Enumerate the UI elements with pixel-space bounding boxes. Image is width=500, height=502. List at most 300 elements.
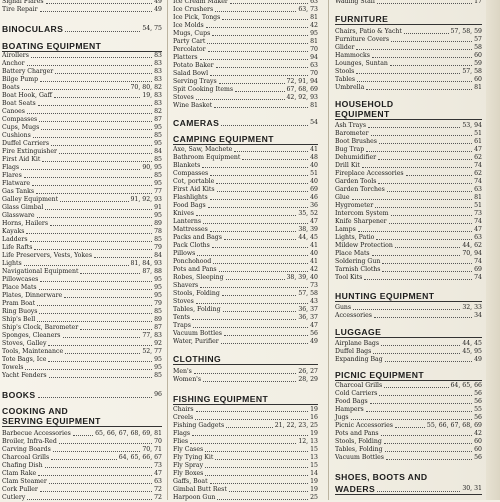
dot-leader xyxy=(51,145,152,146)
entry-label: Spit Cooking Items xyxy=(173,86,234,93)
page-number: 70, 80, 82 xyxy=(130,84,162,91)
dot-leader xyxy=(38,105,152,106)
page-number: 13 xyxy=(310,454,318,461)
dot-leader xyxy=(358,231,472,232)
index-entry xyxy=(173,290,318,298)
dot-leader xyxy=(40,11,153,12)
index-entry xyxy=(2,92,162,100)
index-entry xyxy=(335,258,482,266)
dot-leader xyxy=(37,305,152,306)
entry-label: Lights, Patio xyxy=(335,234,375,241)
page-number: 41 xyxy=(310,242,318,249)
entry-label: Ice Pick, Tongs xyxy=(173,14,221,21)
dot-leader xyxy=(379,395,472,396)
entry-label: Salad Bowl xyxy=(173,70,209,77)
section-heading-luggage: LUGGAGE xyxy=(335,327,382,337)
index-entry xyxy=(335,36,482,44)
page-number: 19 xyxy=(310,486,318,493)
index-entry xyxy=(173,478,318,486)
index-entry xyxy=(173,274,318,282)
page-number: 54 xyxy=(310,119,318,126)
index-entry xyxy=(2,292,162,300)
dot-leader xyxy=(205,467,308,468)
entry-label: Knives xyxy=(173,210,194,217)
dot-leader xyxy=(362,167,472,168)
dot-leader xyxy=(32,185,152,186)
entry-label: Soldering Gun xyxy=(335,258,381,265)
index-entry xyxy=(2,228,162,236)
page-number: 62 xyxy=(474,170,482,177)
index-entry xyxy=(173,250,318,258)
index-entry xyxy=(335,130,482,138)
page-number: 44, 45 xyxy=(298,234,318,241)
entry-label: Flatware xyxy=(2,180,31,187)
page-number: 70 xyxy=(154,438,162,445)
page-number: 19 xyxy=(310,430,318,437)
dot-leader xyxy=(65,31,140,32)
dot-leader xyxy=(230,3,308,4)
page-number: 81 xyxy=(310,102,318,109)
page-number: 74 xyxy=(474,258,482,265)
entry-label: Ship's Clock, Barometer xyxy=(2,324,79,331)
page-number: 45, 95 xyxy=(462,348,482,355)
dot-leader xyxy=(193,327,308,328)
page-number: 74 xyxy=(474,274,482,281)
index-entry xyxy=(2,300,162,308)
index-entry xyxy=(335,76,482,84)
dot-leader xyxy=(356,73,460,74)
index-entry xyxy=(173,178,318,186)
dot-leader xyxy=(212,247,308,248)
index-entry xyxy=(335,194,482,202)
dot-leader xyxy=(391,215,473,216)
dot-leader xyxy=(366,151,472,152)
dot-leader xyxy=(55,73,152,74)
page-number: 90, 95 xyxy=(142,164,162,171)
page-number: 59 xyxy=(474,60,482,67)
dot-leader xyxy=(368,127,460,128)
page-number: 62 xyxy=(474,154,482,161)
entry-label: Food Bags xyxy=(173,202,206,209)
index-entry xyxy=(173,210,318,218)
entry-label: Blankets xyxy=(173,162,201,169)
page-number: 38, 39 xyxy=(298,226,318,233)
dot-leader xyxy=(40,281,152,282)
page-number: 63 xyxy=(154,478,162,485)
index-entry xyxy=(173,202,318,210)
entry-label: Place Mats xyxy=(335,250,370,257)
entry-label: Fly Boxes xyxy=(173,470,204,477)
page-number: 84 xyxy=(154,252,162,259)
index-entry xyxy=(335,438,482,446)
index-entry xyxy=(335,162,482,170)
entry-label: Clam Steamer xyxy=(2,478,47,485)
index-entry xyxy=(173,406,318,414)
index-entry xyxy=(2,196,162,204)
section-heading-boating-equipment: BOATING EQUIPMENT xyxy=(2,41,102,51)
entry-label: Fly Cases xyxy=(173,446,204,453)
index-entry xyxy=(335,446,482,454)
page-number: 64, 65, 66, 67 xyxy=(118,454,162,461)
page-number: 17 xyxy=(474,0,482,5)
index-entry xyxy=(335,186,482,194)
index-entry xyxy=(335,178,482,186)
dot-leader xyxy=(65,353,140,354)
entry-label: Airollers xyxy=(2,52,29,59)
dot-leader xyxy=(53,451,140,452)
dot-leader xyxy=(377,3,472,4)
entry-label: Tire Repair xyxy=(2,6,38,13)
page-number: 72, 91, 94 xyxy=(286,78,318,85)
entry-label: Garden Torches xyxy=(335,186,385,193)
dot-leader xyxy=(206,27,308,28)
page-number: 57 xyxy=(474,36,482,43)
entry-label: Flares xyxy=(2,172,22,179)
index-entry xyxy=(2,116,162,124)
index-entry xyxy=(2,172,162,180)
page-number: 81 xyxy=(310,38,318,45)
index-entry xyxy=(335,234,482,242)
dot-leader xyxy=(379,143,472,144)
dot-leader xyxy=(378,159,472,160)
entry-label: Glider xyxy=(335,44,355,51)
entry-label: Creels xyxy=(173,414,194,421)
entry-label: Tables, Folding xyxy=(335,446,383,453)
dot-leader xyxy=(203,381,296,382)
entry-label: Tool Kits xyxy=(335,274,363,281)
index-entry xyxy=(335,84,482,92)
entry-label: Galley Equipment xyxy=(2,196,59,203)
index-entry xyxy=(173,314,318,322)
page-number: 42 xyxy=(310,266,318,273)
entry-label: Pillows xyxy=(173,250,196,257)
page-number: 64, 65, 66 xyxy=(450,382,482,389)
dot-leader xyxy=(49,483,152,484)
entry-label: Jugs xyxy=(335,414,349,421)
index-entry xyxy=(173,322,318,330)
dot-leader xyxy=(208,51,309,52)
section-heading-label: CAMERAS xyxy=(173,118,220,128)
page-number: 95 xyxy=(154,292,162,299)
entry-label: Lamps xyxy=(335,226,356,233)
index-entry xyxy=(173,46,318,54)
entry-label: Cork Puller xyxy=(2,486,38,493)
page-number: 47 xyxy=(154,470,162,477)
index-entry xyxy=(2,276,162,284)
page-number: 70 xyxy=(310,46,318,53)
dot-leader xyxy=(45,467,153,468)
page-number: 79 xyxy=(154,244,162,251)
dot-leader xyxy=(33,137,152,138)
index-entry xyxy=(173,30,318,38)
entry-label: Carving Boards xyxy=(2,446,51,453)
dot-leader xyxy=(223,311,297,312)
index-entry xyxy=(335,312,482,320)
dot-leader xyxy=(200,287,308,288)
entry-label: Chafing Dish xyxy=(2,462,43,469)
entry-label: Lounges, Suntan xyxy=(335,60,388,67)
entry-label: Glassware xyxy=(2,212,35,219)
dot-leader xyxy=(194,373,296,374)
dot-leader xyxy=(197,255,308,256)
dot-leader xyxy=(356,49,472,50)
entry-label: Gaffs, Boat xyxy=(173,478,208,485)
dot-leader xyxy=(224,239,296,240)
index-entry xyxy=(173,54,318,62)
page-number: 36, 37 xyxy=(298,306,318,313)
page-number: 25 xyxy=(310,494,318,501)
page-number: 72 xyxy=(154,494,162,501)
dot-leader xyxy=(190,443,296,444)
index-entry xyxy=(2,108,162,116)
index-entry xyxy=(173,266,318,274)
page-number: 19 xyxy=(310,406,318,413)
entry-label: Signal Flares xyxy=(2,0,44,5)
dot-leader xyxy=(59,443,152,444)
page-number: 56 xyxy=(474,454,482,461)
index-entry xyxy=(2,332,162,340)
dot-leader xyxy=(210,231,297,232)
entry-label: Kayaks xyxy=(2,228,25,235)
index-entry xyxy=(173,22,318,30)
entry-label: Shavers xyxy=(173,282,199,289)
index-entry xyxy=(2,124,162,132)
dot-leader xyxy=(242,159,308,160)
dot-leader xyxy=(203,223,308,224)
page-number: 26, 27 xyxy=(298,368,318,375)
index-entry xyxy=(173,102,318,110)
dot-leader xyxy=(80,329,152,330)
entry-label: Airplane Bags xyxy=(335,340,380,347)
index-entry xyxy=(335,52,482,60)
dot-leader xyxy=(216,183,308,184)
entry-label: Towels xyxy=(2,364,24,371)
page-number: 43 xyxy=(310,298,318,305)
index-entry xyxy=(173,368,318,376)
page-number: 51 xyxy=(310,170,318,177)
page-number: 79 xyxy=(154,300,162,307)
index-entry xyxy=(173,376,318,384)
entry-label: Charcoal Grills xyxy=(2,454,50,461)
page-edge xyxy=(486,0,500,500)
heading-rule xyxy=(173,404,318,405)
dot-leader xyxy=(24,177,152,178)
index-entry xyxy=(335,226,482,234)
index-entry xyxy=(2,478,162,486)
section-heading-clothing: CLOTHING xyxy=(173,354,222,364)
index-entry xyxy=(2,68,162,76)
page-number: 96 xyxy=(154,391,162,398)
section-heading-shoes-boots-and: SHOES, BOOTS AND xyxy=(335,472,428,482)
page-number: 70, 71 xyxy=(142,446,162,453)
entry-label: Expanding Bag xyxy=(335,356,383,363)
entry-label: Place Mats xyxy=(2,284,37,291)
page-number: 15 xyxy=(310,446,318,453)
entry-label: Glass Gimbal xyxy=(2,204,44,211)
page-number: 56 xyxy=(474,414,482,421)
entry-label: Platters xyxy=(173,54,198,61)
entry-label: Fly Tying Kit xyxy=(173,454,214,461)
page-number: 40 xyxy=(310,162,318,169)
page-number: 40 xyxy=(310,178,318,185)
dot-leader xyxy=(205,475,308,476)
section-heading-cameras xyxy=(173,118,318,128)
page-number: 92 xyxy=(154,340,162,347)
dot-leader xyxy=(37,217,153,218)
page-number: 52, 77 xyxy=(142,348,162,355)
page-number: 84 xyxy=(154,148,162,155)
entry-label: Party Cart xyxy=(173,38,206,45)
entry-label: Fly Spray xyxy=(173,462,204,469)
dot-leader xyxy=(377,491,460,492)
index-entry xyxy=(173,14,318,22)
page-number: 95 xyxy=(154,140,162,147)
index-entry xyxy=(2,324,162,332)
dot-leader xyxy=(39,313,152,314)
index-entry xyxy=(2,52,162,60)
entry-label: First Aid Kit xyxy=(2,156,41,163)
dot-leader xyxy=(366,411,472,412)
dot-leader xyxy=(94,257,152,258)
page-number: 51 xyxy=(474,130,482,137)
dot-leader xyxy=(38,475,152,476)
entry-label: Mugs, Cups xyxy=(173,30,211,37)
dot-leader xyxy=(404,33,449,34)
index-entry xyxy=(173,218,318,226)
page-number: 63 xyxy=(310,0,318,5)
page-number: 83 xyxy=(154,60,162,67)
index-entry xyxy=(2,164,162,172)
index-entry xyxy=(2,156,162,164)
entry-label: Fishing Gadgets xyxy=(173,422,225,429)
index-entry xyxy=(335,430,482,438)
entry-label: Flags xyxy=(173,430,191,437)
index-entry xyxy=(173,258,318,266)
page-number: 63 xyxy=(474,186,482,193)
entry-label: Pots and Pans xyxy=(335,430,379,437)
entry-label: Drill Kit xyxy=(335,162,360,169)
heading-rule xyxy=(2,51,162,52)
index-entry xyxy=(2,364,162,372)
index-entry xyxy=(335,356,482,364)
heading-rule xyxy=(173,364,318,365)
page-number: 47 xyxy=(310,322,318,329)
entry-label: Bilge Pump xyxy=(2,76,39,83)
index-entry xyxy=(335,202,482,210)
dot-leader xyxy=(384,387,448,388)
index-entry xyxy=(173,242,318,250)
dot-leader xyxy=(40,81,152,82)
entry-label: Flags xyxy=(2,164,20,171)
index-entry xyxy=(173,154,318,162)
page-number: 60 xyxy=(474,52,482,59)
dot-leader xyxy=(210,199,308,200)
page-number: 57, 58, 59 xyxy=(450,28,482,35)
dot-leader xyxy=(374,317,472,318)
page-number: 77 xyxy=(154,188,162,195)
page-number: 85 xyxy=(154,308,162,315)
dot-leader xyxy=(21,169,140,170)
page-number: 55, 66, 67, 68, 69 xyxy=(426,422,482,429)
entry-label: Battery Charger xyxy=(2,68,54,75)
dot-leader xyxy=(390,65,472,66)
dot-leader xyxy=(38,397,153,398)
page-number: 44, 62 xyxy=(462,242,482,249)
dot-leader xyxy=(382,271,472,272)
dot-leader xyxy=(208,207,308,208)
index-entry xyxy=(173,6,318,14)
page-number: 47 xyxy=(474,146,482,153)
page-number: 48 xyxy=(310,154,318,161)
entry-label: Lanterns xyxy=(173,218,202,225)
heading-rule xyxy=(335,380,482,381)
page-number: 87 xyxy=(154,324,162,331)
dot-leader xyxy=(196,215,296,216)
entry-label: Life Preservers, Vests, Yokes xyxy=(2,252,92,259)
index-entry xyxy=(2,308,162,316)
entry-label: Compasses xyxy=(173,170,209,177)
entry-label: Plates, Dinnerware xyxy=(2,292,63,299)
section-heading-cooking-and: COOKING AND xyxy=(2,406,69,416)
dot-leader xyxy=(353,309,460,310)
entry-label: Packs and Bags xyxy=(173,234,222,241)
page-number: 67, 68, 69 xyxy=(286,86,318,93)
index-entry xyxy=(2,486,162,494)
page-number: 57, 58 xyxy=(298,290,318,297)
page-number: 85 xyxy=(154,132,162,139)
page-number: 32, 33 xyxy=(462,304,482,311)
dot-leader xyxy=(39,121,152,122)
section-heading-equipment: EQUIPMENT xyxy=(335,109,390,119)
dot-leader xyxy=(352,199,473,200)
entry-label: Clam Rake xyxy=(2,470,37,477)
heading-rule xyxy=(335,24,482,25)
page-number: 49 xyxy=(474,356,482,363)
page-number: 21, 22, 23, 25 xyxy=(274,422,318,429)
dot-leader xyxy=(196,303,308,304)
index-entry xyxy=(2,220,162,228)
page-number: 38, 39, 40 xyxy=(286,274,318,281)
page-number: 47 xyxy=(474,226,482,233)
entry-label: Flies xyxy=(173,438,189,445)
dot-leader xyxy=(222,295,297,296)
entry-label: Traps xyxy=(173,322,191,329)
dot-leader xyxy=(46,3,153,4)
index-entry xyxy=(335,414,482,422)
page-number: 15 xyxy=(310,462,318,469)
dot-leader xyxy=(195,419,308,420)
page-number: 47 xyxy=(310,218,318,225)
page-number: 55 xyxy=(474,406,482,413)
page-number: 85 xyxy=(154,156,162,163)
entry-label: Boat Hook, Gaff xyxy=(2,92,52,99)
page-number: 12, 13 xyxy=(298,438,318,445)
index-entry xyxy=(2,84,162,92)
entry-label: Furniture Covers xyxy=(335,36,390,43)
index-entry xyxy=(173,446,318,454)
index-entry xyxy=(2,100,162,108)
index-entry xyxy=(2,244,162,252)
index-entry xyxy=(173,86,318,94)
index-entry xyxy=(335,406,482,414)
page-number: 78 xyxy=(154,228,162,235)
index-entry xyxy=(2,188,162,196)
index-entry xyxy=(335,266,482,274)
column-divider xyxy=(167,0,168,500)
entry-label: Ring Buoys xyxy=(2,308,38,315)
page-number: 28, 29 xyxy=(298,376,318,383)
page-number: 81 xyxy=(310,14,318,21)
